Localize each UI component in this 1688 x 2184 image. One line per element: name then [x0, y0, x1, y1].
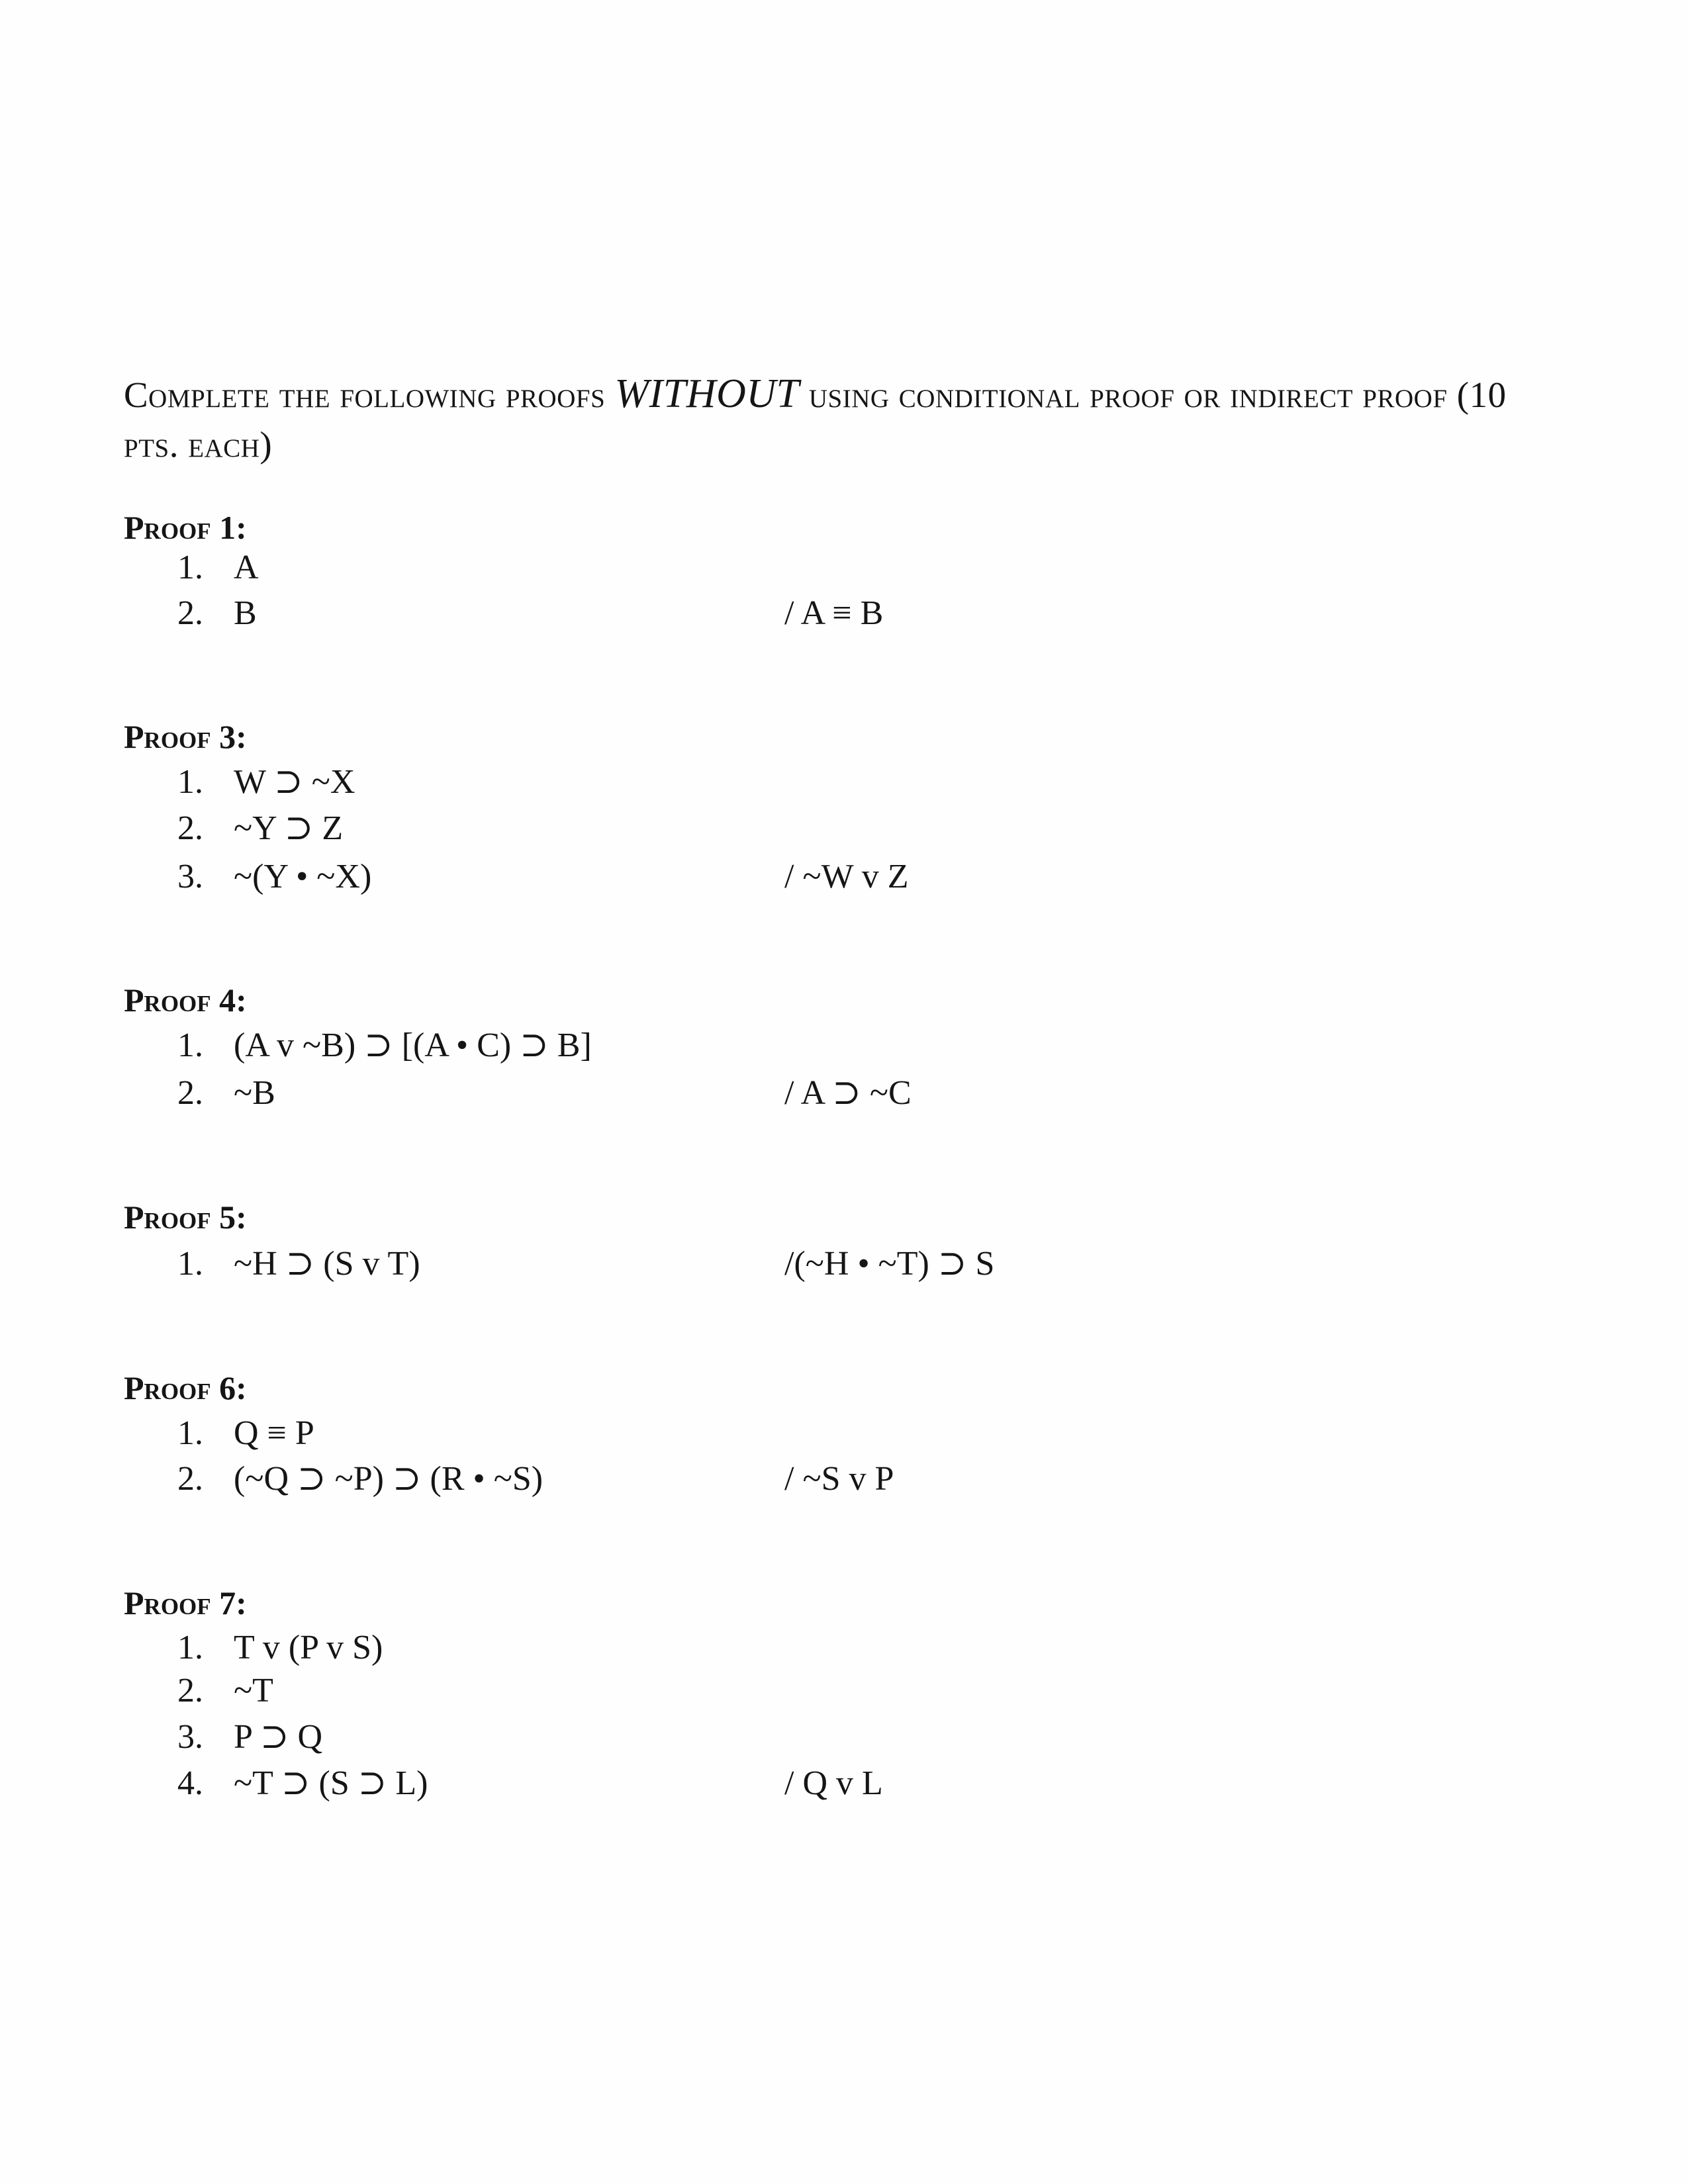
premise-formula: ~H ⊃ (S v T) — [234, 1245, 420, 1283]
line-number: 1. — [177, 1245, 203, 1283]
proof-6-title: Proof 6: — [124, 1369, 247, 1406]
proof-7-title: Proof 7: — [124, 1584, 247, 1621]
premise-formula: ~(Y • ~X) — [234, 858, 372, 895]
line-number: 1. — [177, 763, 203, 801]
line-number: 1. — [177, 1629, 203, 1666]
proof-3-line-1 — [177, 762, 355, 802]
premise-formula: Q ≡ P — [234, 1414, 314, 1452]
proof-5-line-1 — [177, 1244, 420, 1284]
proof-7-conclusion: / Q v L — [784, 1764, 883, 1802]
line-number: 4. — [177, 1764, 203, 1802]
premise-formula: W ⊃ ~X — [234, 763, 355, 801]
proof-6-conclusion: / ~S v P — [784, 1460, 894, 1498]
proof-3-title: Proof 3: — [124, 718, 247, 755]
line-number: 3. — [177, 1718, 203, 1756]
premise-formula: ~T ⊃ (S ⊃ L) — [234, 1764, 428, 1802]
premise-formula: ~B — [234, 1074, 275, 1112]
proof-1-line-2 — [177, 594, 257, 633]
proof-4-line-2 — [177, 1073, 275, 1113]
heading-text-part2: using conditional proof or indirect proof (10 pts. each) — [124, 375, 1507, 465]
proof-4-title: Proof 4: — [124, 981, 247, 1019]
proof-7-line-3 — [177, 1717, 322, 1757]
line-number: 2. — [177, 1074, 203, 1112]
premise-formula: (A v ~B) ⊃ [(A • C) ⊃ B] — [234, 1026, 592, 1064]
premise-formula: ~Y ⊃ Z — [234, 809, 344, 847]
proof-3-line-3 — [177, 857, 371, 897]
premise-formula: (~Q ⊃ ~P) ⊃ (R • ~S) — [234, 1460, 543, 1498]
line-number: 1. — [177, 1414, 203, 1452]
proof-5-title: Proof 5: — [124, 1199, 247, 1236]
proof-5-conclusion: /(~H • ~T) ⊃ S — [784, 1245, 995, 1283]
proof-3-line-2 — [177, 809, 343, 848]
premise-formula: A — [234, 549, 259, 586]
premise-formula: T v (P v S) — [234, 1629, 383, 1666]
proof-3-conclusion: / ~W v Z — [784, 858, 909, 895]
proof-4-conclusion: / A ⊃ ~C — [784, 1074, 912, 1112]
line-number: 3. — [177, 858, 203, 895]
instructions-heading — [124, 369, 1547, 469]
proof-6-line-2 — [177, 1459, 543, 1499]
proof-7-line-4 — [177, 1764, 428, 1803]
premise-formula: ~T — [234, 1672, 273, 1709]
proof-6-line-1 — [177, 1414, 314, 1453]
heading-emphasis: WITHOUT — [614, 371, 800, 416]
premise-formula: B — [234, 594, 257, 632]
premise-formula: P ⊃ Q — [234, 1718, 323, 1756]
line-number: 2. — [177, 594, 203, 632]
line-number: 2. — [177, 1460, 203, 1498]
proof-1-conclusion: / A ≡ B — [784, 594, 884, 632]
line-number: 1. — [177, 1026, 203, 1064]
proof-7-line-2 — [177, 1671, 273, 1711]
line-number: 2. — [177, 1672, 203, 1709]
line-number: 2. — [177, 809, 203, 847]
proof-1-title: Proof 1: — [124, 509, 247, 546]
proof-1-line-1 — [177, 548, 259, 588]
proof-7-line-1 — [177, 1628, 383, 1668]
heading-text-part1: Complete the following proofs — [124, 375, 615, 415]
line-number: 1. — [177, 549, 203, 586]
proof-4-line-1 — [177, 1026, 592, 1066]
